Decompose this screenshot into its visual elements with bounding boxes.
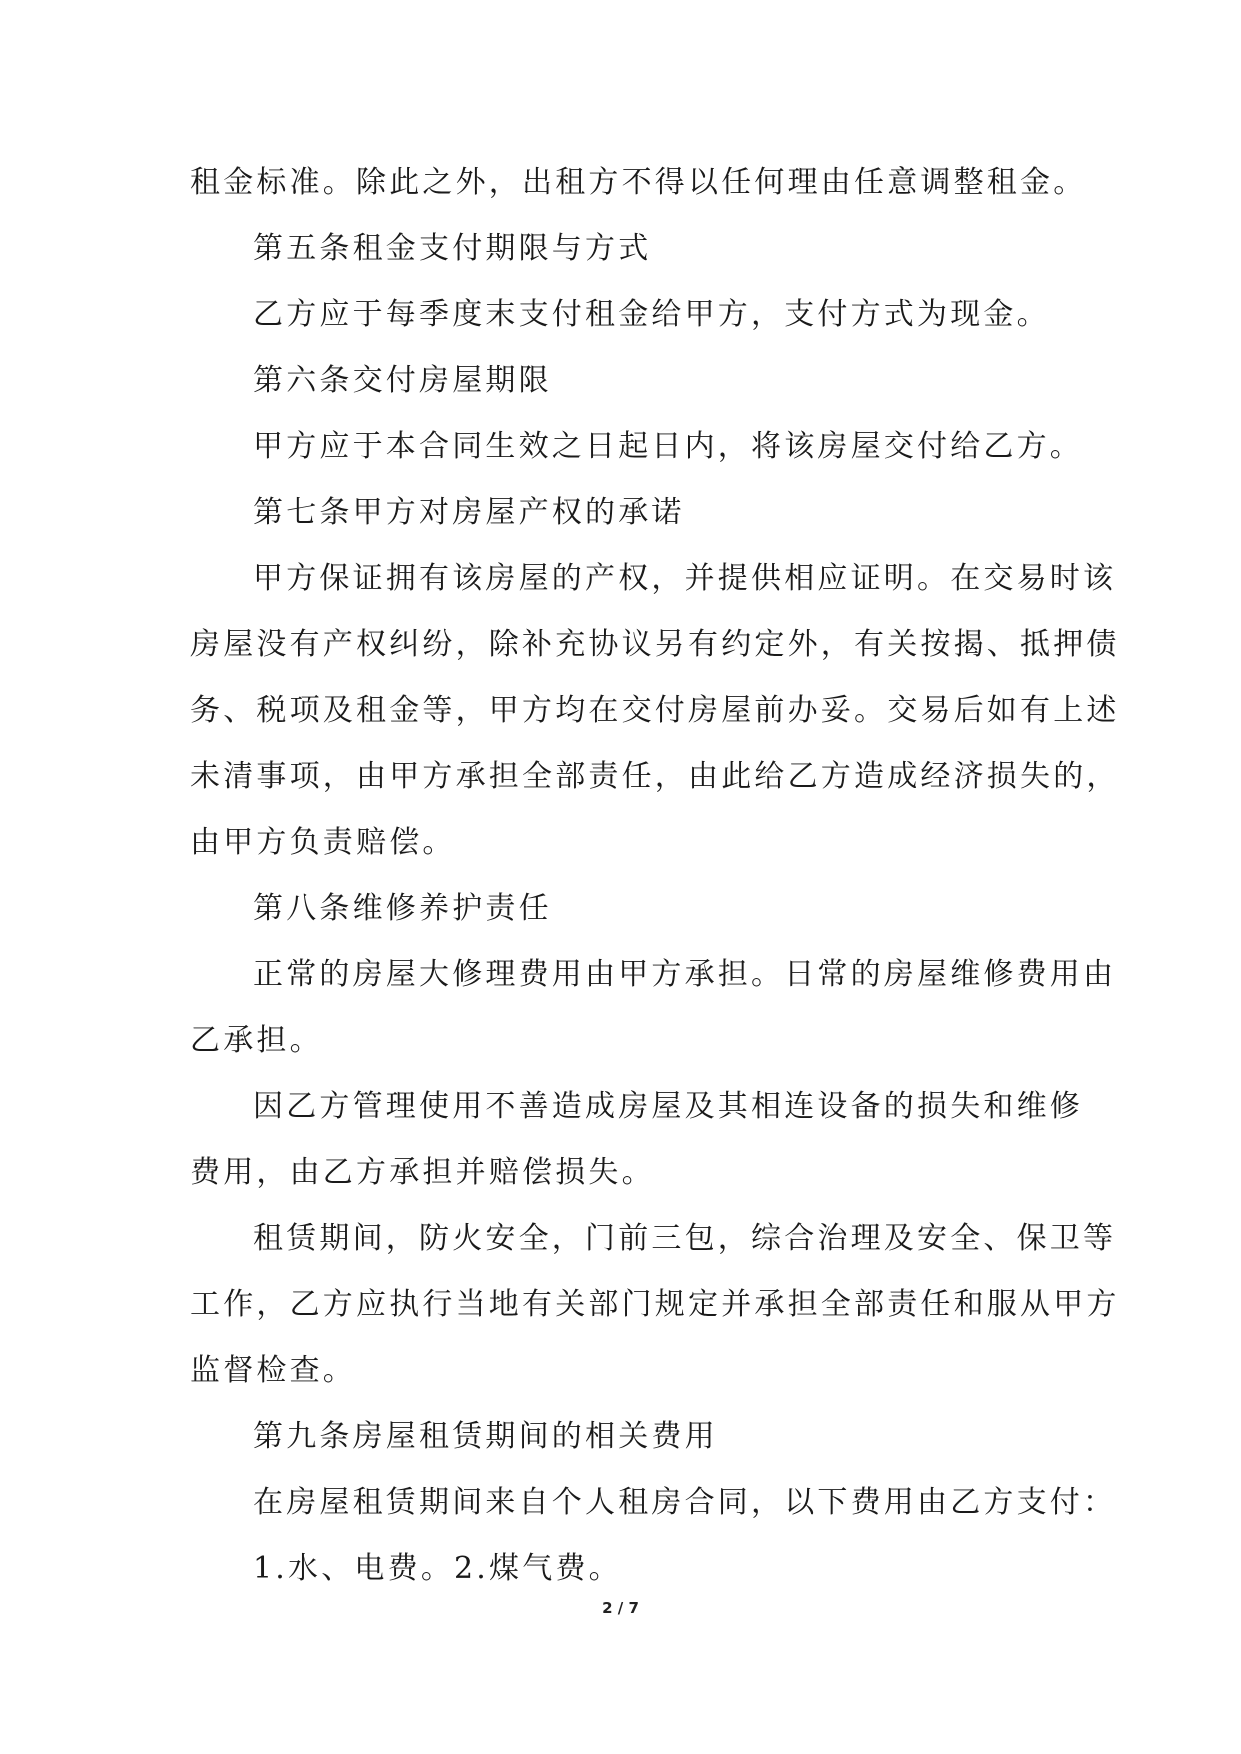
text-line: 由甲方负责赔偿。	[190, 825, 456, 860]
text-line: 房屋没有产权纠纷，除补充协议另有约定外，有关按揭、抵押债	[190, 627, 1120, 662]
page-number: 2 / 7	[602, 1599, 639, 1617]
text-line: 正常的房屋大修理费用由甲方承担。日常的房屋维修费用由	[253, 957, 1117, 992]
section-heading: 第八条维修养护责任	[253, 891, 552, 926]
text-line: 费用，由乙方承担并赔偿损失。	[190, 1155, 655, 1190]
section-heading: 第六条交付房屋期限	[253, 363, 552, 398]
text-line: 因乙方管理使用不善造成房屋及其相连设备的损失和维修	[253, 1089, 1083, 1124]
text-line: 务、税项及租金等，甲方均在交付房屋前办妥。交易后如有上述	[190, 693, 1120, 728]
text-line: 甲方保证拥有该房屋的产权，并提供相应证明。在交易时该	[253, 561, 1117, 596]
text-line: 1.水、电费。2.煤气费。	[253, 1551, 622, 1586]
text-line: 未清事项，由甲方承担全部责任，由此给乙方造成经济损失的，	[190, 759, 1120, 794]
text-line: 监督检查。	[190, 1353, 356, 1388]
text-line: 乙承担。	[190, 1023, 323, 1058]
section-heading: 第五条租金支付期限与方式	[253, 231, 652, 266]
text-line: 乙方应于每季度末支付租金给甲方，支付方式为现金。	[253, 297, 1050, 332]
text-line: 工作，乙方应执行当地有关部门规定并承担全部责任和服从甲方	[190, 1287, 1120, 1322]
text-line: 甲方应于本合同生效之日起日内，将该房屋交付给乙方。	[253, 429, 1083, 464]
section-heading: 第七条甲方对房屋产权的承诺	[253, 495, 685, 530]
text-line: 租金标准。除此之外，出租方不得以任何理由任意调整租金。	[190, 165, 1087, 200]
section-heading: 第九条房屋租赁期间的相关费用	[253, 1419, 718, 1454]
text-line: 在房屋租赁期间来自个人租房合同，以下费用由乙方支付：	[253, 1485, 1117, 1520]
text-line: 租赁期间，防火安全，门前三包，综合治理及安全、保卫等	[253, 1221, 1117, 1256]
